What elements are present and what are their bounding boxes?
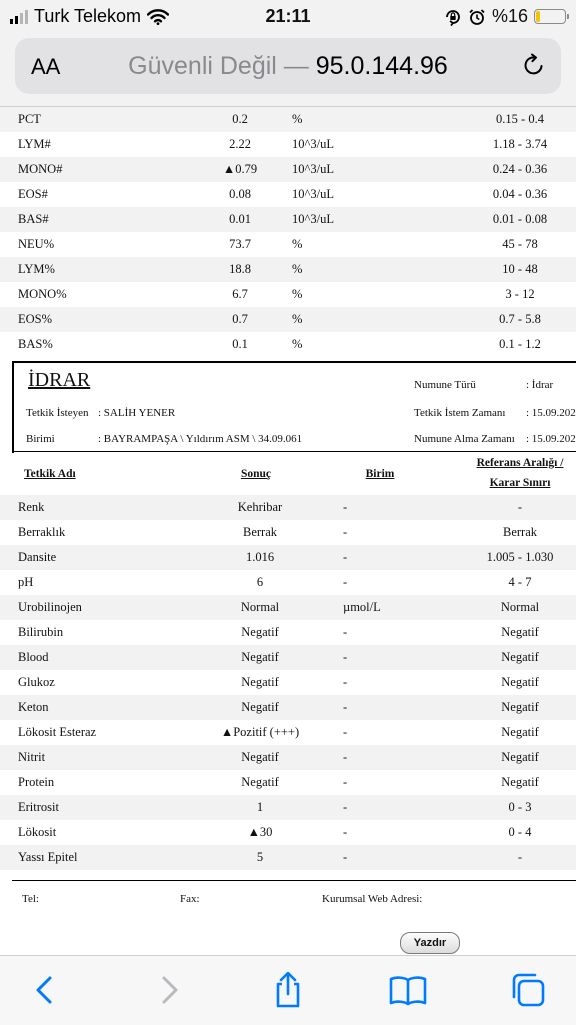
header-unit: Birim [365,468,395,480]
back-icon[interactable] [26,972,66,1008]
table-row [0,570,576,595]
unit-value: - [343,550,348,564]
reference-range: 0.15 - 0.4 [496,112,544,126]
result-value: Negatif [241,675,279,689]
result-value: Negatif [241,750,279,764]
address-bar[interactable] [15,38,561,94]
collection-time-value: : 15.09.202 [526,433,576,445]
test-name: Lökosit Esteraz [18,725,97,739]
reference-range: - [517,500,523,514]
table-row [0,745,576,770]
reference-range: Negatif [501,650,539,664]
footer-fax: Fax: [180,893,200,905]
result-value: Negatif [241,700,279,714]
unit-value: % [292,237,303,251]
footer-divider [12,880,576,881]
result-value: 73.7 [229,237,251,251]
reference-range: 0.04 - 0.36 [492,187,548,201]
test-name: LYM# [18,137,51,151]
unit-value: : BAYRAMPAŞA \ Yıldırım ASM \ 34.09.061 [98,433,303,445]
result-value: 0.01 [229,212,251,226]
table-row [0,845,576,870]
table-row [0,232,576,257]
request-time-label: Tetkik İstem Zamanı [414,407,506,419]
table-row [0,695,576,720]
test-name: Eritrosit [18,800,59,814]
reference-range: 0 - 3 [508,800,532,814]
unit-value: - [343,575,348,589]
reference-range: Negatif [501,675,539,689]
test-name: Keton [18,700,49,714]
reference-range: 1.18 - 3.74 [492,137,548,151]
unit-value: 10^3/uL [292,137,334,151]
unit-value: - [343,500,348,514]
address-bar-container [0,34,576,107]
table-row [0,545,576,570]
table-row [0,307,576,332]
result-value: 0.08 [229,187,251,201]
test-name: LYM% [18,262,55,276]
reader-settings-label: AA [31,54,61,79]
bookmarks-icon[interactable] [388,972,428,1008]
header-decision-limit: Karar Sınırı [489,477,551,489]
table-row [0,257,576,282]
result-value: 18.8 [229,262,251,276]
urine-table-header [12,451,576,500]
unit-value: % [292,287,303,301]
reference-range: 45 - 78 [502,237,538,251]
result-value: Negatif [241,625,279,639]
reference-range: 10 - 48 [502,262,538,276]
footer-web: Kurumsal Web Adresi: [322,893,423,905]
test-name: Lökosit [18,825,57,839]
table-row [0,820,576,845]
security-warning: Güvenli Değil — [128,52,309,80]
unit-value: % [292,312,303,326]
reference-range: 0 - 4 [508,825,532,839]
table-row [0,795,576,820]
result-value: 0.7 [232,312,248,326]
table-row [0,207,576,232]
result-value: ▲0.79 [222,162,258,176]
result-value: 6.7 [232,287,248,301]
test-name: Bilirubin [18,625,64,639]
table-row [0,182,576,207]
carrier-name: Turk Telekom [34,6,142,26]
test-name: BAS% [18,337,53,351]
test-name: BAS# [18,212,49,226]
test-name: MONO% [18,287,67,301]
sample-type-value: : İdrar [526,379,554,391]
table-row [0,670,576,695]
result-value: 0.1 [232,337,248,351]
table-row [0,495,576,520]
test-name: Yassı Epitel [18,850,78,864]
unit-value: - [343,525,348,539]
url-field[interactable] [15,52,561,81]
result-value: Negatif [241,650,279,664]
result-value: Berrak [242,525,277,539]
share-icon[interactable] [268,972,308,1008]
test-name: pH [18,575,34,589]
reference-range: 0.01 - 0.08 [492,212,548,226]
header-reference: Referans Aralığı / [476,457,564,469]
unit-value: - [343,625,348,639]
clock: 21:11 [265,6,311,26]
collection-time-label: Numune Alma Zamanı [414,433,515,445]
unit-value: µmol/L [343,600,381,614]
battery-icon [534,9,566,24]
unit-value: - [343,775,348,789]
reference-range: - [517,850,523,864]
sample-type-label: Numune Türü [414,379,476,391]
reference-range: Negatif [501,775,539,789]
table-row [0,107,576,132]
reference-range: 0.7 - 5.8 [499,312,541,326]
orientation-lock-icon [444,8,462,26]
test-name: Protein [18,775,55,789]
test-name: PCT [18,112,41,126]
unit-value: % [292,262,303,276]
result-value: 1.016 [245,550,275,564]
result-value: 0.2 [232,112,248,126]
table-row [0,595,576,620]
test-name: Dansite [18,550,57,564]
result-value: Negatif [241,775,279,789]
reference-range: 0.24 - 0.36 [492,162,548,176]
unit-value: - [343,825,348,839]
unit-value: % [292,337,303,351]
test-name: Berraklık [18,525,66,539]
table-row [0,132,576,157]
unit-value: - [343,700,348,714]
unit-value: 10^3/uL [292,162,334,176]
result-value: ▲Pozitif (+++) [220,725,300,739]
reference-range: Negatif [501,700,539,714]
unit-value: % [292,112,303,126]
table-row [0,520,576,545]
unit-value: - [343,650,348,664]
requester-value: : SALİH YENER [98,407,176,419]
url-host: 95.0.144.96 [315,52,448,80]
result-value: 2.22 [229,137,251,151]
status-bar [0,0,576,34]
request-time-value: : 15.09.202 [526,407,576,419]
test-name: Glukoz [18,675,55,689]
reference-range: 4 - 7 [508,575,532,589]
table-row [0,720,576,745]
result-value: Normal [240,600,280,614]
unit-label: Birimi [26,433,55,445]
result-value: 1 [256,800,264,814]
table-row [0,282,576,307]
header-result: Sonuç [240,468,272,480]
reference-range: Negatif [501,725,539,739]
test-name: Renk [18,500,45,514]
table-row [0,157,576,182]
forward-icon[interactable] [148,972,188,1008]
unit-value: - [343,675,348,689]
urine-panel-header [12,361,576,453]
table-row [0,332,576,357]
web-content[interactable] [0,107,576,955]
unit-value: - [343,750,348,764]
header-test-name: Tetkik Adı [24,468,76,480]
unit-value: 10^3/uL [292,212,334,226]
reference-range: 3 - 12 [505,287,535,301]
unit-value: 10^3/uL [292,187,334,201]
battery-percent: %16 [491,6,528,26]
reference-range: Negatif [501,625,539,639]
table-row [0,645,576,670]
test-name: MONO# [18,162,63,176]
test-name: NEU% [18,237,55,251]
reference-range: Normal [500,600,540,614]
test-name: Urobilinojen [18,600,82,614]
alarm-icon [468,8,486,26]
tabs-icon[interactable] [508,972,548,1008]
unit-value: - [343,800,348,814]
reload-icon[interactable] [521,52,547,78]
panel-title: İDRAR [28,369,91,391]
test-name: EOS# [18,187,48,201]
reference-range: 0.1 - 1.2 [499,337,541,351]
result-value: Kehribar [237,500,283,514]
test-name: Nitrit [18,750,46,764]
unit-value: - [343,850,348,864]
test-name: Blood [18,650,49,664]
reference-range: 1.005 - 1.030 [486,550,554,564]
result-value: ▲30 [247,825,273,839]
result-value: 6 [256,575,264,589]
table-row [0,620,576,645]
table-row [0,770,576,795]
requester-label: Tetkik İsteyen [26,407,89,419]
print-button[interactable]: Yazdır [400,932,460,954]
footer-tel: Tel: [22,893,39,905]
reference-range: Negatif [501,750,539,764]
result-value: 5 [256,850,264,864]
browser-toolbar [0,955,576,1025]
unit-value: - [343,725,348,739]
reference-range: Berrak [502,525,537,539]
test-name: EOS% [18,312,53,326]
